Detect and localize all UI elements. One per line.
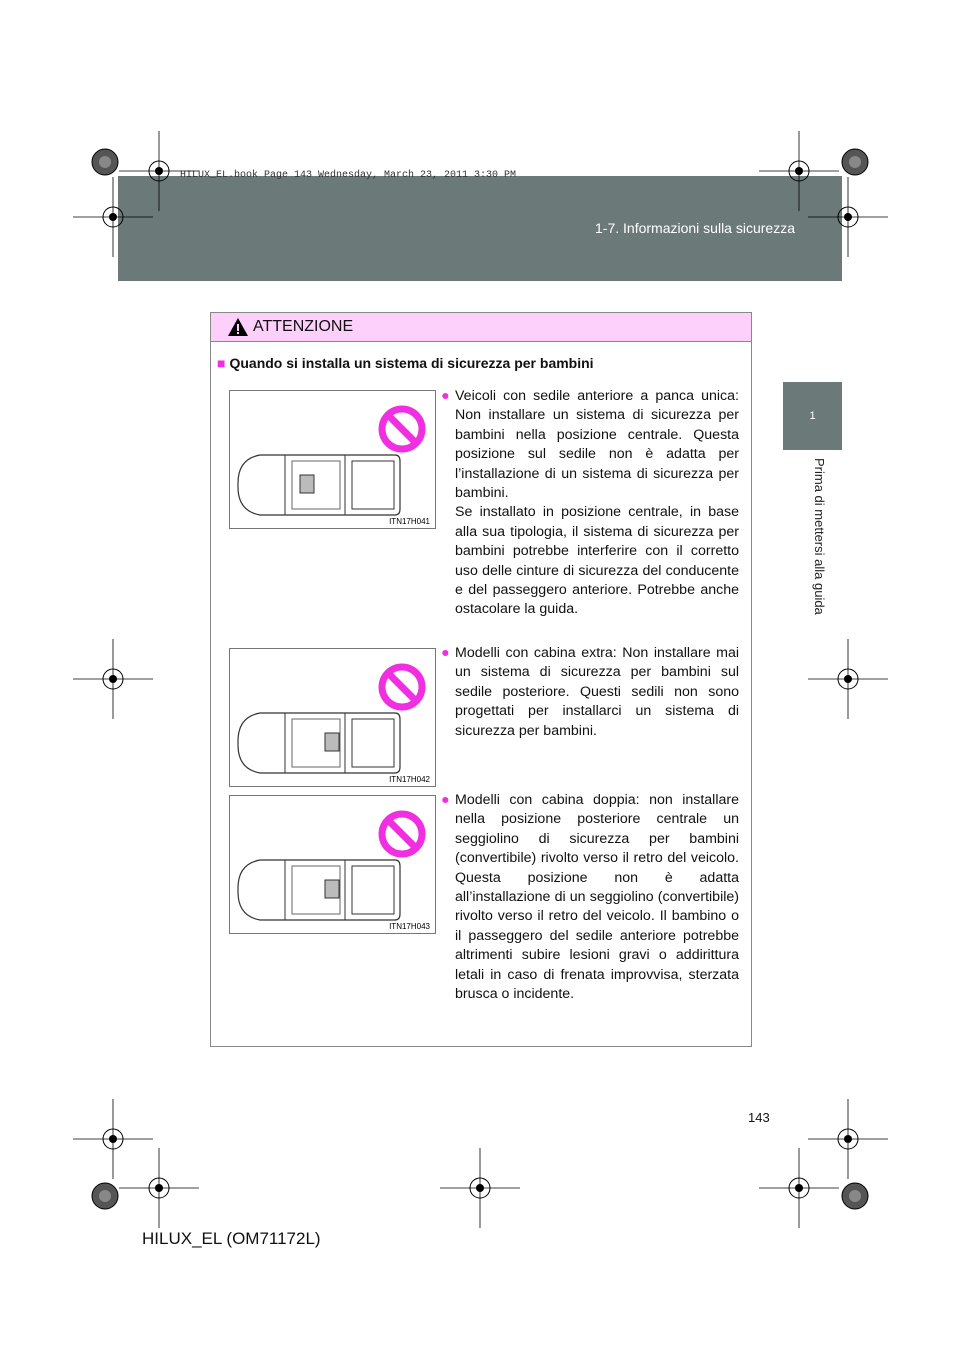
list-item [441, 644, 739, 741]
bullet-icon: ● [441, 792, 450, 808]
section-title: 1-7. Informazioni sulla sicurezza [595, 220, 795, 236]
color-target-icon [840, 147, 870, 177]
color-target-icon [840, 1181, 870, 1211]
print-stamp: HILUX_EL.book Page 143 Wednesday, March 23, 2011 3:30 PM [180, 170, 517, 181]
figure-code: ITN17H041 [389, 517, 430, 526]
item-text: Modelli con cabina extra: Non installare mai un sistema di sicurezza per bambini sul sedile posteriore. Questi sedili non sono progettati per installarci un sistema di sicurezza per bambini. [455, 645, 739, 739]
warning-title: ATTENZIONE [253, 318, 354, 335]
section-header-band [118, 176, 842, 281]
bullet-icon: ● [441, 388, 450, 404]
item-text-2: Se installato in posizione centrale, in base alla sua tipologia, il sistema di sicurezza per bambini potrebbe interferire con il corretto uso delle cinture di sicurezza del conducente e del passeggero anteriore. Potrebbe anche ostacolare la guida. [455, 504, 739, 618]
registration-mark-icon [808, 639, 888, 719]
registration-mark-icon [440, 1148, 520, 1228]
vehicle-top-view-illustration [230, 649, 435, 786]
color-target-icon [90, 1181, 120, 1211]
figure-code: ITN17H042 [389, 775, 430, 784]
footer-code: HILUX_EL (OM71172L) [142, 1229, 321, 1248]
registration-mark-icon [73, 639, 153, 719]
registration-mark-icon [759, 131, 839, 211]
chapter-title: Prima di mettersi alla guida [812, 458, 827, 615]
warning-box [210, 312, 752, 1047]
vehicle-top-view-illustration [230, 796, 435, 933]
chapter-tab: 1 [783, 382, 842, 450]
page-number: 143 [748, 1110, 770, 1125]
figure-code: ITN17H043 [389, 922, 430, 931]
vehicle-top-view-illustration [230, 391, 435, 528]
list-item [441, 387, 739, 620]
warning-subheading [217, 355, 594, 371]
item-text: Modelli con cabina doppia: non installare nella posizione posteriore centrale un seggiolino di sicurezza per bambini (convertibile) rivolto verso il retro del veicolo. Questa posizione non è adatta all’installazione di un seggiolino (convertibile) rivolto verso il retro del veicolo. Il bambino o il passeggero del sedile anteriore potrebbe altrimenti subire lesioni gravi o addirittura letali in caso di frenata improvvisa, sterzata brusca o incidente. [455, 792, 739, 1003]
figure-3 [229, 795, 436, 934]
figure-1 [229, 390, 436, 529]
bullet-icon: ● [441, 645, 450, 661]
registration-mark-icon [119, 131, 199, 211]
warning-icon [227, 317, 249, 337]
figure-2 [229, 648, 436, 787]
color-target-icon [90, 147, 120, 177]
warning-header [211, 313, 751, 342]
square-bullet-icon: ■ [217, 355, 226, 371]
registration-mark-icon [759, 1148, 839, 1228]
subheading-text: Quando si installa un sistema di sicurezza per bambini [229, 355, 594, 371]
list-item [441, 791, 739, 1004]
item-text: Veicoli con sedile anteriore a panca unica: Non installare un sistema di sicurezza per bambini nella posizione centrale. Questa posizione sul sedile non è adatta per l’installazione di un sistema di sicurezza per bambini. [455, 388, 739, 502]
registration-mark-icon [119, 1148, 199, 1228]
